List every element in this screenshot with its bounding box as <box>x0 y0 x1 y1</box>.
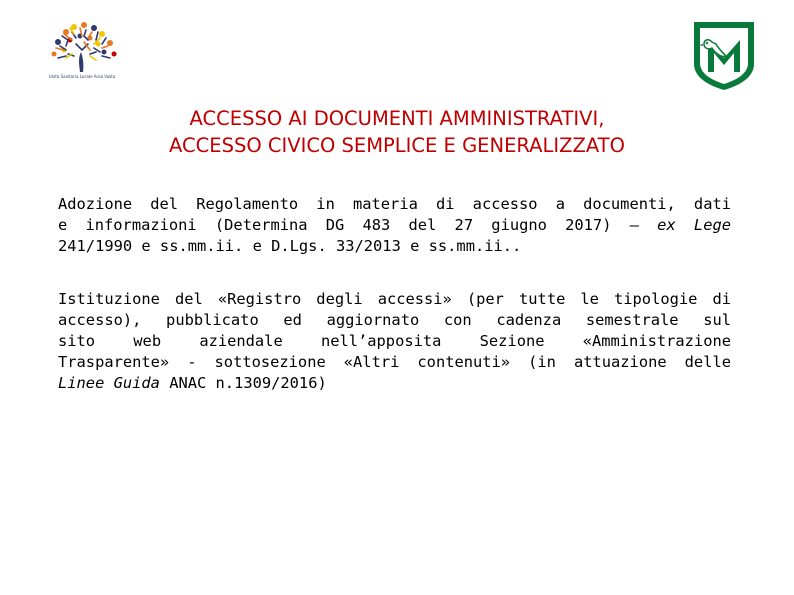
paragraph-line: accesso), pubblicato ed aggiornato con cadenza semestrale sul <box>58 311 731 329</box>
paragraph-line: sito web aziendale nell’apposita Sezione «Amministrazione <box>58 332 731 350</box>
text-span: e informazioni (Determina DG 483 del 27 giugno 2017) – <box>58 216 658 234</box>
paragraph-line: Istituzione del «Registro degli accessi» (per tutte le tipologie di <box>58 290 731 308</box>
title-line-1: ACCESSO AI DOCUMENTI AMMINISTRATIVI, <box>189 107 605 130</box>
paragraph-line: Trasparente» - sottosezione «Altri contenuti» (in attuazione delle <box>58 353 731 371</box>
italic-text: ex Lege <box>657 216 731 234</box>
paragraph-regolamento <box>58 194 731 257</box>
text-span: ANAC n.1309/2016) <box>159 374 327 392</box>
people-tree-logo-icon <box>40 18 124 84</box>
title-line-2: ACCESSO CIVICO SEMPLICE E GENERALIZZATO <box>169 134 625 157</box>
paragraph-line <box>58 215 731 236</box>
logo-caption: Unità Sanitaria Locale Area Vasta <box>48 74 116 79</box>
italic-text: Linee Guida <box>58 374 160 392</box>
paragraph-line <box>58 373 731 394</box>
paragraph-line: 241/1990 e ss.mm.ii. e D.Lgs. 33/2013 e ss.mm.ii.. <box>58 237 522 255</box>
paragraph-registro-accessi <box>58 289 731 394</box>
regione-marche-shield-icon <box>692 20 756 92</box>
paragraph-line: Adozione del Regolamento in materia di accesso a documenti, dati <box>58 195 731 213</box>
page-title <box>40 105 754 159</box>
